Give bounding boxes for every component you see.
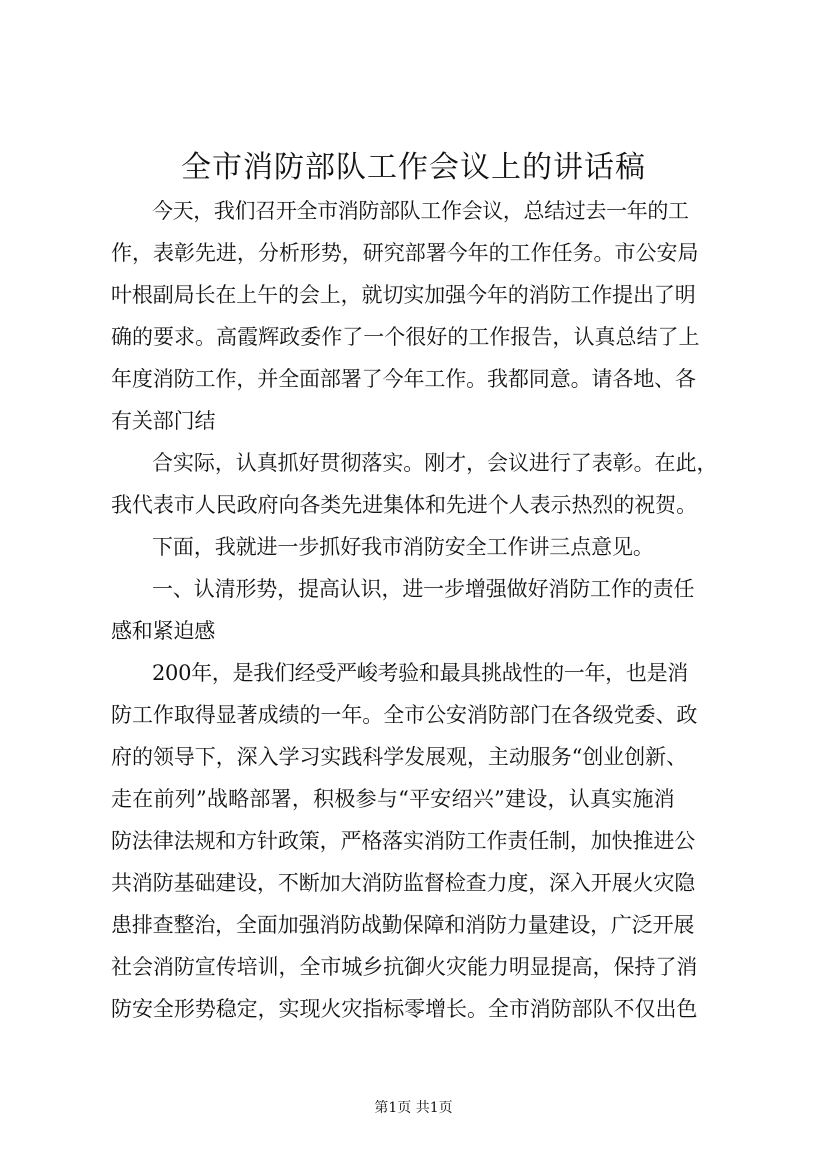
body-line: 一、认清形势，提高认识，进一步增强做好消防工作的责任 — [152, 577, 695, 601]
body-line: 患排查整治，全面加强消防战勤保障和消防力量建设，广泛开展 — [111, 913, 695, 937]
body-line: 确的要求。高霞辉政委作了一个很好的工作报告，认真总结了上 — [111, 325, 700, 349]
body-line: 有关部门结 — [111, 409, 216, 433]
body-line: 防工作取得显著成绩的一年。全市公安消防部门在各级党委、政 — [111, 703, 698, 727]
body-line: 共消防基础建设，不断加大消防监督检查力度，深入开展火灾隐 — [111, 871, 696, 895]
body-line: 叶根副局长在上午的会上，就切实加强今年的消防工作提出了明 — [111, 283, 696, 307]
body-line: 年度消防工作，并全面部署了今年工作。我都同意。请各地、各 — [111, 367, 696, 391]
body-line: 下面，我就进一步抓好我市消防安全工作讲三点意见。 — [152, 535, 654, 559]
document-title: 全市消防部队工作会议上的讲话稿 — [181, 150, 646, 185]
body-line: 200年，是我们经受严峻考验和最具挑战性的一年，也是消 — [152, 661, 688, 685]
page-footer: 第1页 共1页 — [374, 1100, 453, 1116]
body-line: 今天，我们召开全市消防部队工作会议，总结过去一年的工 — [152, 199, 689, 223]
body-line: 我代表市人民政府向各类先进集体和先进个人表示热烈的祝贺。 — [111, 493, 698, 517]
body-line: 合实际，认真抓好贯彻落实。刚才，会议进行了表彰。在此， — [152, 451, 718, 475]
body-line: 防安全形势稳定，实现火灾指标零增长。全市消防部队不仅出色 — [111, 997, 698, 1021]
body-line: 防法律法规和方针政策，严格落实消防工作责任制，加快推进公 — [111, 829, 696, 853]
body-line: 走在前列”战略部署，积极参与“平安绍兴”建设，认真实施消 — [111, 787, 675, 811]
body-line: 社会消防宣传培训，全市城乡抗御火灾能力明显提高，保持了消 — [111, 955, 698, 979]
body-line: 府的领导下，深入学习实践科学发展观，主动服务“创业创新、 — [111, 745, 688, 769]
body-line: 感和紧迫感 — [111, 619, 215, 643]
body-line: 作，表彰先进，分析形势，研究部署今年的工作任务。市公安局 — [111, 241, 699, 265]
